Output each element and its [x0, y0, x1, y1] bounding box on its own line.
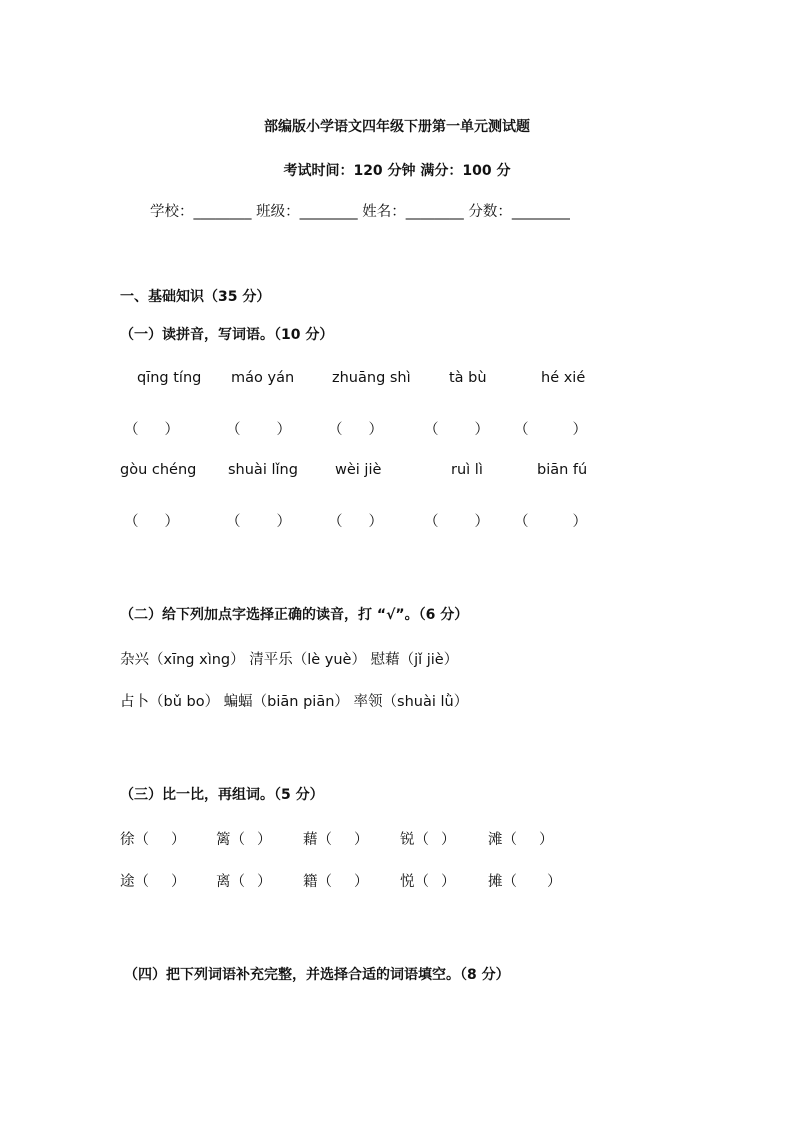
compare-item[interactable]: 籍（ ） [303, 874, 369, 890]
pinyin-item: tà bù [449, 370, 487, 386]
pinyin-item: ruì lì [451, 462, 483, 478]
pronunciation-line[interactable]: 杂兴（xīng xìng） 清平乐（lè yuè） 慰藉（jǐ jiè） [120, 652, 459, 668]
pronunciation-line[interactable]: 占卜（bǔ bo） 蝙蝠（biān piān） 率领（shuài lǜ） [120, 694, 469, 710]
page-title: 部编版小学语文四年级下册第一单元测试题 [264, 119, 530, 135]
student-info-line: 学校：________ 班级：________ 姓名：________ 分数：________ [150, 204, 570, 220]
pinyin-item: zhuāng shì [332, 370, 411, 386]
exam-info: 考试时间：120 分钟 满分：100 分 [283, 163, 511, 179]
compare-item[interactable]: 途（ ） [120, 874, 186, 890]
compare-item[interactable]: 滩（ ） [488, 832, 554, 848]
pinyin-item: biān fú [537, 462, 588, 478]
part4-heading: （四）把下列词语补充完整，并选择合适的词语填空。（8 分） [124, 967, 510, 983]
compare-item[interactable]: 锐（ ） [400, 832, 456, 848]
compare-item[interactable]: 离（ ） [216, 874, 272, 890]
answer-bracket[interactable]: （ ） [124, 514, 179, 530]
part1-heading: （一）读拼音，写词语。（10 分） [120, 327, 334, 343]
answer-bracket[interactable]: （ ） [124, 422, 179, 438]
answer-bracket[interactable]: （ ） [328, 514, 383, 530]
answer-bracket[interactable]: （ ） [226, 422, 291, 438]
answer-bracket[interactable]: （ ） [514, 514, 587, 530]
pinyin-item: hé xié [541, 370, 586, 386]
answer-bracket[interactable]: （ ） [514, 422, 587, 438]
part3-heading: （三）比一比，再组词。（5 分） [120, 787, 324, 803]
compare-item[interactable]: 徐（ ） [120, 832, 186, 848]
part2-heading: （二）给下列加点字选择正确的读音，打 “√”。（6 分） [120, 607, 469, 623]
answer-bracket[interactable]: （ ） [424, 422, 489, 438]
answer-bracket[interactable]: （ ） [424, 514, 489, 530]
compare-item[interactable]: 悦（ ） [400, 874, 456, 890]
compare-item[interactable]: 摊（ ） [488, 874, 562, 890]
compare-item[interactable]: 篱（ ） [216, 832, 272, 848]
pinyin-item: qīng tíng [137, 370, 202, 386]
pinyin-item: máo yán [231, 370, 295, 386]
answer-bracket[interactable]: （ ） [226, 514, 291, 530]
compare-item[interactable]: 藉（ ） [303, 832, 369, 848]
answer-bracket[interactable]: （ ） [328, 422, 383, 438]
pinyin-item: wèi jiè [335, 462, 382, 478]
pinyin-item: shuài lǐng [228, 462, 298, 478]
pinyin-item: gòu chéng [120, 462, 197, 478]
section-heading: 一、基础知识（35 分） [120, 289, 271, 305]
